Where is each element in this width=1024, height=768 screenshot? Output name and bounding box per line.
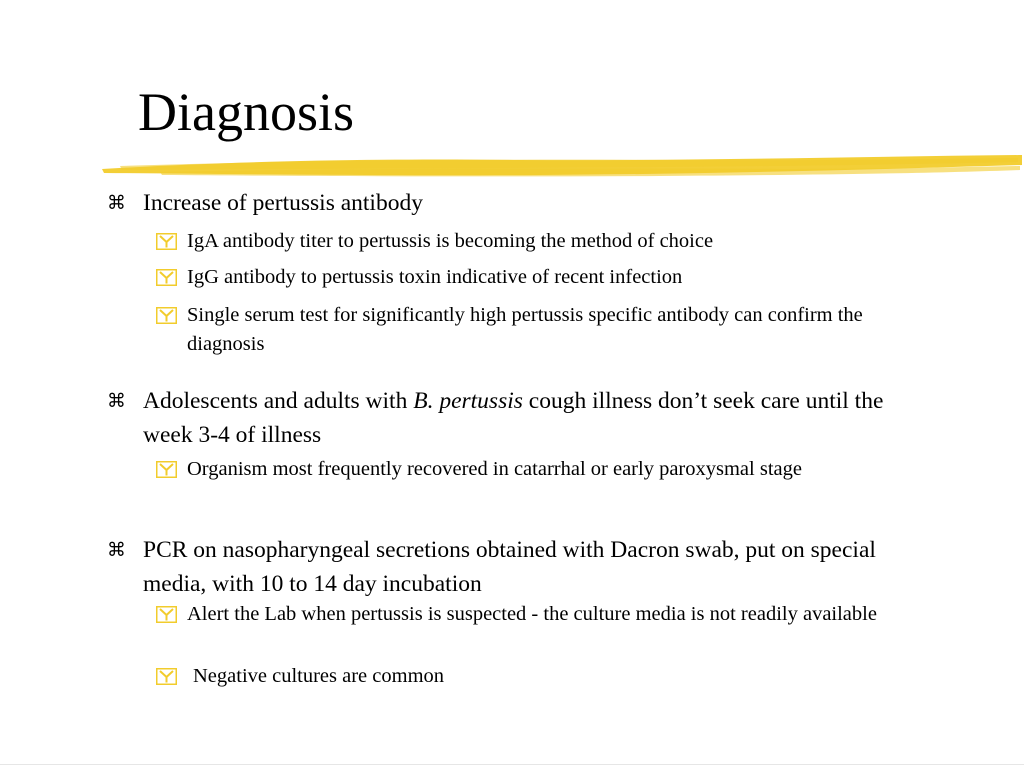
bullet-item	[100, 186, 920, 220]
checkbox-y-icon	[156, 307, 177, 324]
checkbox-y-icon	[156, 461, 177, 478]
slide-title: Diagnosis	[138, 82, 354, 142]
checkbox-y-icon	[156, 606, 177, 623]
checkbox-y-icon	[156, 269, 177, 286]
sub-bullet-text: IgA antibody titer to pertussis is becoming the method of choice	[187, 230, 714, 252]
bullet-text: Increase of pertussis antibody	[143, 190, 423, 216]
sub-bullet-text: Single serum test for significantly high pertussis specific antibody can confirm the diagnosis	[187, 304, 863, 355]
command-key-glyph: ⌘	[107, 539, 126, 561]
sub-bullet-item	[156, 227, 916, 256]
bullet-text: PCR on nasopharyngeal secretions obtained with Dacron swab, put on special media, with 10 to 14 day incubation	[143, 537, 876, 597]
sub-bullet-item	[156, 455, 916, 484]
checkbox-y-icon	[156, 668, 177, 685]
bullet-item	[100, 533, 920, 601]
bullet-item	[100, 384, 920, 452]
sub-bullet-item	[156, 600, 916, 629]
species-name: B. pertussis	[413, 388, 523, 414]
bullet-text: Adolescents and adults with B. pertussis cough illness don’t seek care until the week 3-4 of illness	[143, 388, 884, 448]
sub-bullet-text: IgG antibody to pertussis toxin indicative of recent infection	[187, 266, 683, 288]
sub-bullet-text: Alert the Lab when pertussis is suspected - the culture media is not readily available	[187, 603, 877, 625]
command-key-glyph: ⌘	[107, 390, 126, 412]
sub-bullet-text: Negative cultures are common	[193, 665, 445, 687]
sub-bullet-item	[156, 301, 916, 359]
sub-bullet-item	[156, 662, 916, 691]
sub-bullet-text: Organism most frequently recovered in catarrhal or early paroxysmal stage	[187, 458, 802, 480]
checkbox-y-icon	[156, 233, 177, 250]
slide-bottom-border	[0, 764, 1024, 765]
command-key-glyph: ⌘	[107, 192, 126, 214]
sub-bullet-item	[156, 263, 916, 292]
